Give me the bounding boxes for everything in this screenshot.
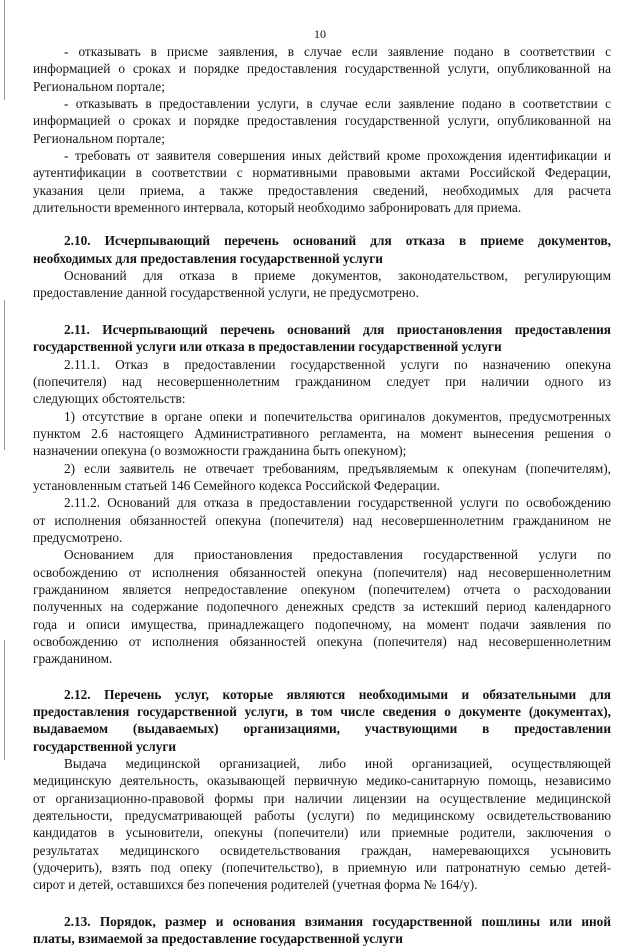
paragraph-line: деятельности, предусматривающей работы (услуги) по медицинскому освидетельствованию (33, 808, 611, 824)
paragraph-line: установленным статьей 146 Семейного кодекса Российской Федерации. (33, 477, 440, 493)
paragraph-line: сирот и детей, оставшихся без попечения родителей (учетная форма № 164/у). (33, 877, 478, 893)
prohibitions-list (33, 43, 611, 216)
list-item-line: информацией о сроках и порядке предоставления государственной услуги, опубликованной на (33, 61, 611, 77)
section-2-13 (33, 913, 611, 948)
section-2-10 (33, 232, 611, 301)
section-heading-line: 2.12. Перечень услуг, которые являются необходимыми и обязательными для (64, 686, 611, 702)
list-item-line: - отказывать в присме заявления, в случае если заявление подано в соответствии с (64, 44, 611, 59)
section-heading-line: платы, взимаемой за предоставление государственной услуги (33, 931, 403, 947)
list-item-line: длительности временного интервала, который необходимо забронировать для приема. (33, 200, 522, 216)
paragraph-line: от организационно-правовой формы при наличии лицензии на осуществление медицинской (33, 790, 611, 806)
list-item-line: Региональном портале; (33, 130, 165, 146)
section-heading-line: 2.13. Порядок, размер и основания взимания государственной пошлины или иной (64, 913, 611, 929)
paragraph-line: года и описи имущества, принадлежащего подопечному, на момент подачи заявления по (33, 616, 611, 632)
paragraph-line: 2) если заявитель не отвечает требованиям, предъявляемым к опекунам (попечителям), (64, 460, 611, 476)
paragraph-line: Выдача медицинской организацией, либо иной организацией, осуществляющей (64, 756, 611, 772)
paragraph-line: результатах медицинского освидетельствования граждан, намеревающихся усыновить (33, 842, 611, 858)
paragraph-line: 2.11.2. Оснований для отказа в предоставлении государственной услуги по освобождению (64, 495, 611, 511)
paragraph-line: от исполнения обязанностей опекуна (попечителя) над несовершеннолетним гражданином не (33, 512, 611, 528)
scan-edge-mark (4, 300, 5, 450)
paragraph-line: предусмотрено. (33, 529, 123, 545)
paragraph-line: 1) отсутствие в органе опеки и попечительства оригиналов документов, предусмотренных (64, 408, 611, 424)
section-2-11 (33, 321, 611, 668)
section-heading-line: 2.10. Исчерпывающий перечень оснований для отказа в приеме документов, (64, 233, 611, 249)
document-body (33, 43, 611, 948)
section-heading-line: государственной услуги (33, 738, 177, 754)
paragraph-line: Оснований для отказа в приеме документов, законодательством, регулирующим (64, 268, 611, 284)
paragraph-line: (попечителя) над несовершеннолетним гражданином следует при наличии одного из (33, 373, 611, 389)
section-heading-line: 2.11. Исчерпывающий перечень оснований для приостановления предоставления (64, 321, 611, 337)
paragraph-line: медицинскую деятельность, оказывающей первичную медико-санитарную помощь, независимо (33, 773, 611, 789)
section-heading-line: необходимых для предоставления государственной услуги (33, 250, 383, 266)
section-2-12 (33, 686, 611, 894)
paragraph-line: освобождению от исполнения обязанностей опекуна (попечителя) над несовершеннолетним (33, 564, 611, 580)
paragraph-line: следующих обстоятельств: (33, 391, 186, 407)
page-number: 10 (314, 27, 326, 41)
paragraph-line: гражданином. (33, 651, 113, 667)
paragraph-line: 2.11.1. Отказ в предоставлении государственной услуги по назначению опекуна (64, 356, 611, 372)
scan-edge-mark (4, 640, 5, 760)
paragraph-line: освобождению от исполнения обязанностей опекуна (попечителя) над несовершеннолетним (33, 634, 611, 649)
list-item-line: указания цели приема, а также предоставления сведений, необходимых для расчета (33, 182, 611, 198)
paragraph-line: (удочерить), взять под опеку (попечительство), в приемную или патронатную семью детей- (33, 860, 611, 876)
scan-edge-mark (4, 0, 5, 100)
list-item-line: Региональном портале; (33, 78, 165, 94)
paragraph-line: полученных на содержание подопечного денежных средств за истекший период календарного (33, 599, 611, 615)
section-heading-line: государственной услуги или отказа в предоставлении государственной услуги (33, 339, 502, 355)
list-item-line: аутентификации в соответствии с нормативными правовыми актами Российской Федерации, (33, 165, 611, 181)
paragraph-line: Основанием для приостановления предоставления государственной услуги по (64, 547, 611, 563)
list-item-line: - отказывать в предоставлении услуги, в случае если заявление подано в соответствии с (64, 96, 611, 112)
section-heading-line: предоставления государственной услуги, в том числе сведения о документе (документах), (33, 704, 611, 720)
paragraph-line: пунктом 2.6 настоящего Административного регламента, на момент вынесения решения о (33, 425, 611, 441)
section-heading-line: выдаваемом (выдаваемых) организациями, участвующими в предоставлении (33, 721, 611, 737)
paragraph-line: предоставление данной государственной услуги, не предусмотрено. (33, 285, 419, 301)
paragraph-line: назначении опекуна (о возможности гражданина быть опекуном); (33, 443, 407, 459)
paragraph-line: кандидатов в усыновители, опекуны (попечители) или приемные родители, заключения о (33, 825, 611, 841)
paragraph-line: гражданином является непредоставление опекуном (попечителем) отчета о расходовании (33, 581, 611, 597)
list-item-line: информацией о сроках и порядке предоставления государственной услуги, опубликованной на (33, 113, 611, 129)
list-item-line: - требовать от заявителя совершения иных действий кроме прохождения идентификации и (64, 148, 611, 164)
